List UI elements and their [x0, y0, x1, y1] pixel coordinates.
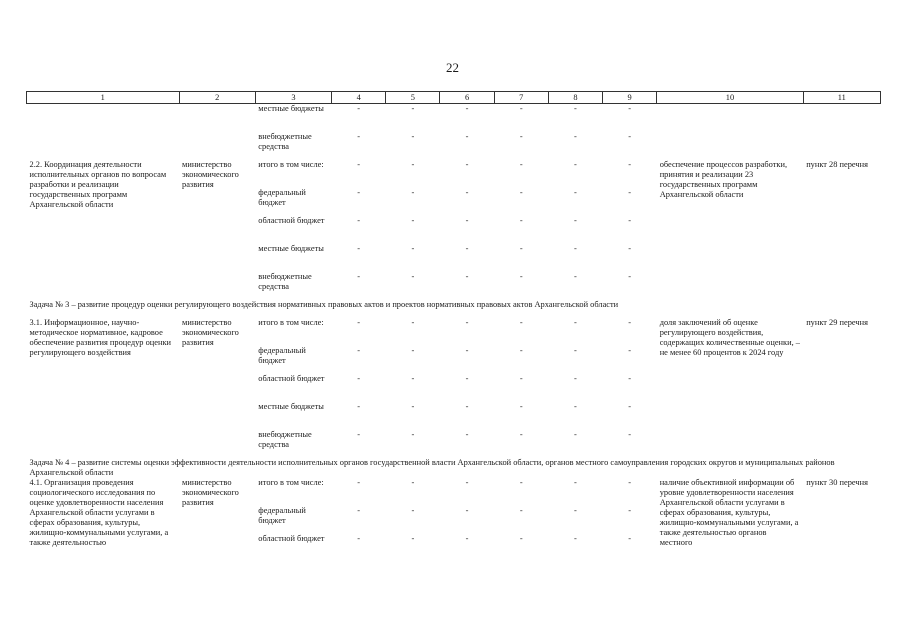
amount-cell: - [411, 374, 415, 383]
amount-cell: - [519, 402, 523, 411]
empty-cell [657, 104, 804, 133]
amount-cell: - [465, 374, 469, 383]
amount-cell: - [574, 132, 577, 141]
column-header: 3 [255, 92, 331, 104]
amount-cell: - [357, 402, 361, 411]
table-row [27, 160, 881, 188]
activity-cell: 2.2. Координация деятельности исполнительных органов по вопросам разработки и реализации государственных программ Архангельской области [29, 160, 167, 209]
amount-cell: - [519, 160, 523, 169]
task-row [27, 300, 881, 318]
funding-source-cell: федеральный бюджет [258, 188, 306, 207]
amount-cell: - [519, 506, 523, 515]
amount-cell: - [357, 374, 361, 383]
amount-cell: - [465, 216, 469, 225]
reference-cell: пункт 29 перечня [806, 318, 868, 327]
task-3-heading: Задача № 3 – развитие процедур оценки регулирующего воздействия нормативных правовых актов и проектов нормативных правовых актов Архангельской области [29, 300, 619, 309]
column-header: 1 [27, 92, 180, 104]
amount-cell: - [574, 244, 577, 253]
amount-cell: - [574, 506, 577, 515]
funding-source-cell: областной бюджет [258, 534, 325, 543]
amount-cell: - [574, 272, 577, 281]
result-cell: доля заключений об оценке регулирующего воздействия, содержащих количественные оценки, – не менее 60 процентов к 2024 году [659, 318, 800, 357]
amount-cell: - [411, 402, 415, 411]
amount-cell: - [465, 188, 469, 197]
amount-cell: - [465, 104, 469, 113]
empty-cell [179, 132, 255, 160]
amount-cell: - [465, 506, 469, 515]
amount-cell: - [357, 160, 361, 169]
funding-source-cell: федеральный бюджет [258, 346, 306, 365]
amount-cell: - [465, 272, 469, 281]
reference-cell: пункт 28 перечня [806, 160, 868, 169]
amount-cell: - [628, 188, 631, 197]
amount-cell: - [628, 132, 631, 141]
amount-cell: - [465, 244, 469, 253]
executor-cell: министерство экономического развития [182, 478, 239, 507]
empty-cell [27, 104, 180, 133]
funding-source-cell: внебюджетные средства [258, 430, 312, 449]
amount-cell: - [357, 244, 361, 253]
amount-cell: - [411, 244, 415, 253]
executor-cell: министерство экономического развития [182, 318, 239, 347]
amount-cell: - [519, 244, 523, 253]
column-header: 6 [440, 92, 494, 104]
executor-cell: министерство экономического развития [182, 160, 239, 189]
amount-cell: - [628, 160, 631, 169]
task-4-heading: Задача № 4 – развитие системы оценки эффективности деятельности исполнительных органов государственной власти Архангельской области, органов местного самоуправления городских округов и муниципальных районов Архангельской области [29, 458, 835, 477]
funding-source-cell: местные бюджеты [258, 104, 324, 113]
amount-cell: - [465, 132, 469, 141]
amount-cell: - [574, 188, 577, 197]
amount-cell: - [465, 534, 469, 543]
amount-cell: - [574, 104, 577, 113]
amount-cell: - [628, 244, 631, 253]
column-header: 4 [332, 92, 386, 104]
funding-source-cell: итого в том числе: [258, 160, 324, 169]
empty-cell [803, 132, 880, 160]
amount-cell: - [574, 346, 577, 355]
amount-cell: - [357, 478, 361, 487]
amount-cell: - [574, 216, 577, 225]
column-header: 5 [386, 92, 440, 104]
table-body [27, 92, 881, 563]
column-header: 2 [179, 92, 255, 104]
amount-cell: - [519, 534, 523, 543]
reference-cell: пункт 30 перечня [806, 478, 868, 487]
funding-source-cell: местные бюджеты [258, 402, 324, 411]
amount-cell: - [628, 374, 631, 383]
amount-cell: - [411, 318, 415, 327]
amount-cell: - [574, 534, 577, 543]
amount-cell: - [357, 430, 361, 439]
empty-cell [803, 104, 880, 133]
amount-cell: - [357, 104, 361, 113]
amount-cell: - [357, 216, 361, 225]
amount-cell: - [411, 104, 415, 113]
amount-cell: - [465, 160, 469, 169]
amount-cell: - [465, 478, 469, 487]
amount-cell: - [357, 506, 361, 515]
result-cell: обеспечение процессов разработки, принятия и реализации 23 государственных программ Архангельской области [659, 160, 788, 199]
amount-cell: - [519, 104, 523, 113]
amount-cell: - [574, 160, 577, 169]
result-cell: наличие объективной информации об уровне удовлетворенности населения Архангельской области услугами в сферах образования, культуры, жилищно-коммунальными услугами, а также деятельностью органов местного [659, 478, 799, 547]
table-row [27, 104, 881, 133]
amount-cell: - [519, 346, 523, 355]
table-row [27, 318, 881, 346]
amount-cell: - [628, 506, 631, 515]
amount-cell: - [628, 430, 631, 439]
amount-cell: - [411, 430, 415, 439]
amount-cell: - [357, 346, 361, 355]
activity-cell: 4.1. Организация проведения социологического исследования по оценке удовлетворенности населения Архангельской области услугами в сферах образования, культуры, жилищно-коммунальными услугами, а также деятельностью [29, 478, 169, 547]
column-header: 7 [494, 92, 548, 104]
amount-cell: - [628, 272, 631, 281]
amount-cell: - [574, 478, 577, 487]
amount-cell: - [411, 272, 415, 281]
table-row [27, 478, 881, 506]
amount-cell: - [519, 430, 523, 439]
amount-cell: - [519, 318, 523, 327]
amount-cell: - [357, 188, 361, 197]
table-row [27, 132, 881, 160]
amount-cell: - [411, 506, 415, 515]
amount-cell: - [411, 188, 415, 197]
amount-cell: - [465, 430, 469, 439]
amount-cell: - [574, 402, 577, 411]
empty-cell [657, 132, 804, 160]
amount-cell: - [519, 374, 523, 383]
amount-cell: - [357, 534, 361, 543]
amount-cell: - [465, 346, 469, 355]
activity-cell: 3.1. Информационное, научно-методическое нормативное, кадровое обеспечение развития процедур оценки регулирующего воздействия [29, 318, 172, 357]
amount-cell: - [357, 318, 361, 327]
empty-cell [179, 104, 255, 133]
amount-cell: - [411, 132, 415, 141]
funding-source-cell: местные бюджеты [258, 244, 324, 253]
amount-cell: - [574, 374, 577, 383]
amount-cell: - [519, 216, 523, 225]
amount-cell: - [628, 216, 631, 225]
amount-cell: - [411, 346, 415, 355]
column-header: 11 [803, 92, 880, 104]
amount-cell: - [519, 188, 523, 197]
plan-table-sheet [26, 91, 881, 562]
amount-cell: - [411, 216, 415, 225]
amount-cell: - [628, 346, 631, 355]
amount-cell: - [357, 132, 361, 141]
amount-cell: - [628, 104, 631, 113]
amount-cell: - [357, 272, 361, 281]
funding-source-cell: итого в том числе: [258, 318, 324, 327]
column-header: 9 [603, 92, 657, 104]
column-header: 8 [548, 92, 602, 104]
amount-cell: - [574, 318, 577, 327]
empty-cell [27, 132, 180, 160]
column-number-row [27, 92, 881, 104]
amount-cell: - [628, 478, 631, 487]
amount-cell: - [465, 318, 469, 327]
amount-cell: - [519, 132, 523, 141]
amount-cell: - [411, 534, 415, 543]
funding-source-cell: областной бюджет [258, 216, 325, 225]
funding-source-cell: федеральный бюджет [258, 506, 306, 525]
amount-cell: - [574, 430, 577, 439]
amount-cell: - [628, 402, 631, 411]
amount-cell: - [465, 402, 469, 411]
amount-cell: - [628, 318, 631, 327]
plan-table [26, 91, 881, 562]
column-header: 10 [657, 92, 804, 104]
amount-cell: - [628, 534, 631, 543]
amount-cell: - [519, 272, 523, 281]
funding-source-cell: областной бюджет [258, 374, 325, 383]
amount-cell: - [411, 160, 415, 169]
task-row [27, 458, 881, 478]
amount-cell: - [411, 478, 415, 487]
funding-source-cell: внебюджетные средства [258, 132, 312, 151]
page-number: 22 [446, 60, 459, 75]
amount-cell: - [519, 478, 523, 487]
funding-source-cell: внебюджетные средства [258, 272, 312, 291]
funding-source-cell: итого в том числе: [258, 478, 324, 487]
